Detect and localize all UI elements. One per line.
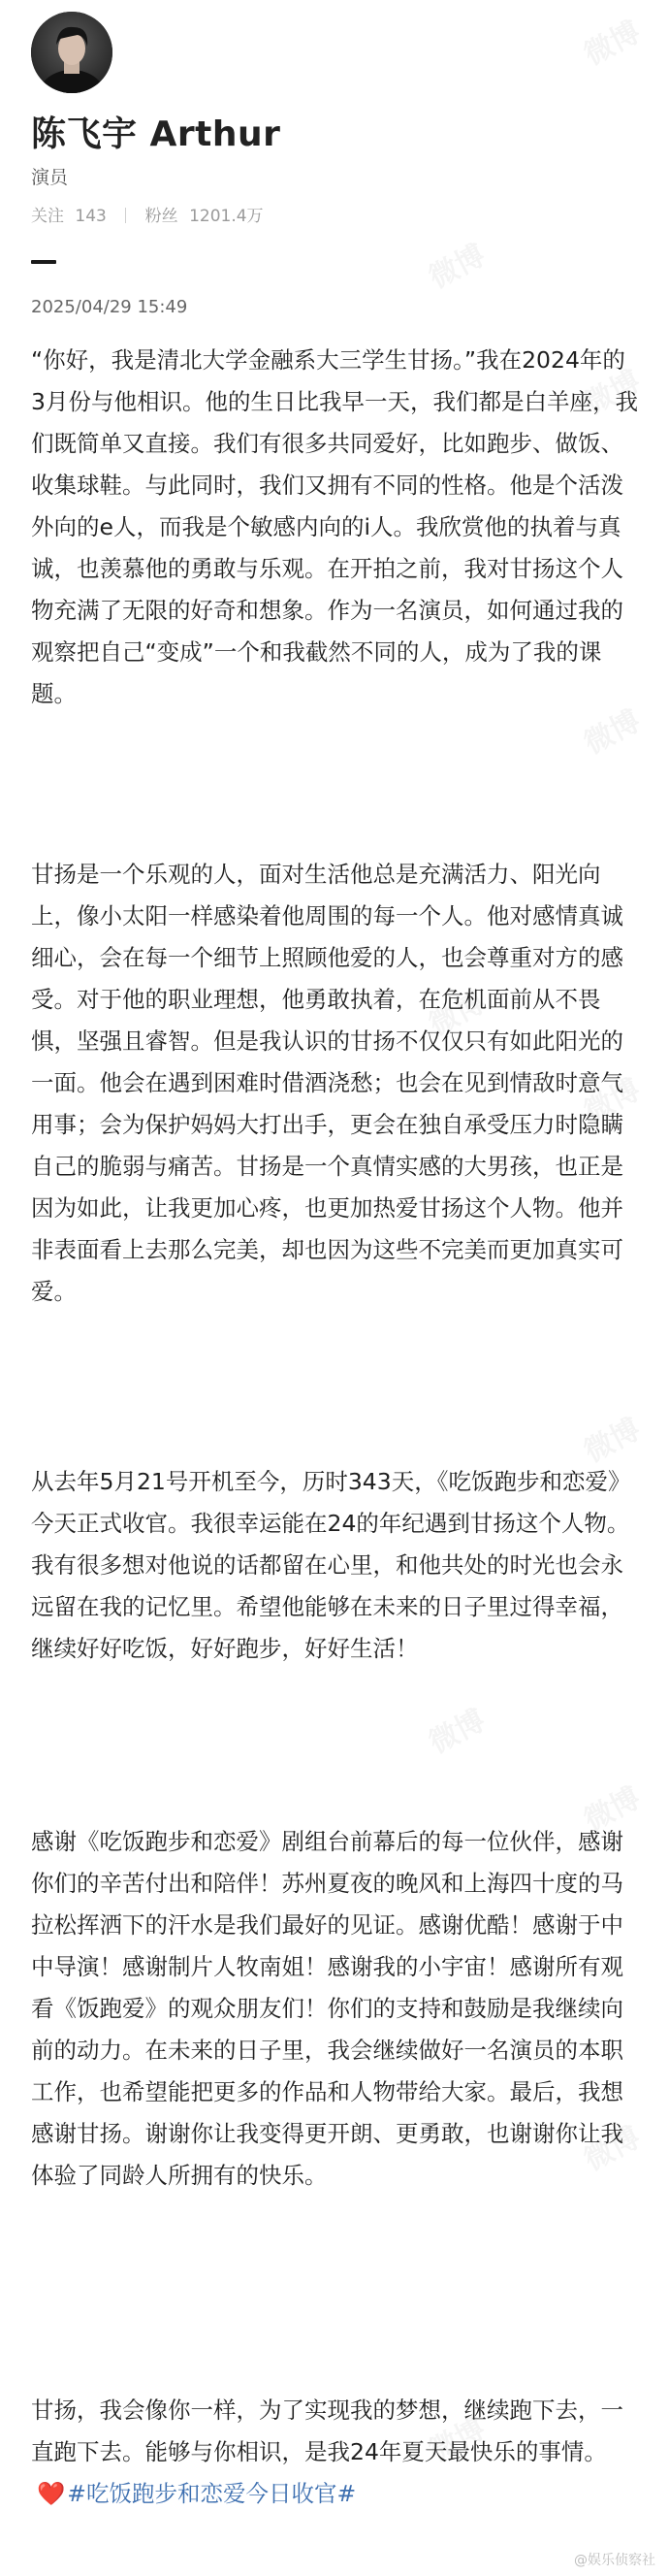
post-paragraph: 甘扬是一个乐观的人，面对生活他总是充满活力、阳光向上，像小太阳一样感染着他周围的每一个人。他对感情真诚细心，会在每一个细节上照顾他爱的人，也会尊重对方的感受。对于他的职业理想，他勇敢执着，在危机面前从不畏惧，坚强且睿智。但是我认识的甘扬不仅仅只有如此阳光的一面。他会在遇到困难时借酒浇愁；也会在见到情敌时意气用事；会为保护妈妈大打出手，更会在独自承受压力时隐瞒自己的脆弱与痛苦。甘扬是一个真情实感的大男孩，也正是因为如此，让我更加心疼，也更加热爱甘扬这个人物。他并非表面看上去那么完美，却也因为这些不完美而更加真实可爱。 [31, 861, 623, 1305]
heart-icon: ❤️ [37, 2480, 66, 2507]
post-paragraph: 感谢《吃饭跑步和恋爱》剧组台前幕后的每一位伙伴，感谢你们的辛苦付出和陪伴！苏州夏夜的晚风和上海四十度的马拉松挥洒下的汗水是我们最好的见证。感谢优酷！感谢于中中导演！感谢制片人牧南姐！感谢我的小宇宙！感谢所有观看《饭跑爱》的观众朋友们！你们的支持和鼓励是我继续向前的动力。在未来的日子里，我会继续做好一名演员的本职工作，也希望能把更多的作品和人物带给大家。最后，我想感谢甘扬。谢谢你让我变得更开朗、更勇敢，也谢谢你让我体验了同龄人所拥有的快乐。 [31, 1828, 623, 2189]
profile-stats [31, 202, 264, 226]
watermark [575, 8, 647, 73]
following-count[interactable]: 143 [75, 207, 107, 226]
post-paragraph: “你好，我是清北大学金融系大三学生甘扬。”我在2024年的3月份与他相识。他的生日比我早一天，我们都是白羊座，我们既简单又直接。我们有很多共同爱好，比如跑步、做饭、收集球鞋。与此同时，我们又拥有不同的性格。他是个活泼外向的e人，而我是个敏感内向的i人。我欣赏他的执着与真诚，也羡慕他的勇敢与乐观。在开拍之前，我对甘扬这个人物充满了无限的好奇和想象。作为一名演员，如何通过我的观察把自己“变成”一个和我截然不同的人，成为了我的课题。 [31, 346, 638, 707]
profile-name[interactable]: 陈飞宇 Arthur [31, 114, 281, 154]
watermark [420, 231, 492, 296]
followers-count[interactable]: 1201.4万 [189, 207, 264, 226]
followers-label[interactable]: 粉丝 [144, 207, 178, 226]
hashtag-link[interactable]: #吃饭跑步和恋爱今日收官# [67, 2480, 357, 2507]
post-paragraph-text: 甘扬，我会像你一样，为了实现我的梦想，继续跑下去，一直跑下去。能够与你相识，是我24年夏天最快乐的事情。 [31, 2397, 623, 2465]
watermark [420, 1696, 492, 1761]
post-timestamp: 2025/04/29 15:49 [31, 297, 188, 317]
avatar[interactable] [31, 12, 112, 93]
following-label[interactable]: 关注 [31, 207, 64, 226]
profile-role: 演员 [31, 167, 69, 188]
section-divider [31, 260, 56, 264]
post-paragraph-final [31, 2390, 638, 2515]
avatar-portrait-icon [31, 12, 112, 93]
stats-separator [125, 208, 126, 223]
post-paragraph: 从去年5月21号开机至今，历时343天，《吃饭跑步和恋爱》今天正式收官。我很幸运能在24的年纪遇到甘扬这个人物。我有很多想对他说的话都留在心里，和他共处的时光也会永远留在我的记忆里。希望他能够在未来的日子里过得幸福，继续好好吃饭，好好跑步，好好生活！ [31, 1468, 631, 1662]
corner-watermark: @娱乐侦察社 [574, 2553, 655, 2568]
